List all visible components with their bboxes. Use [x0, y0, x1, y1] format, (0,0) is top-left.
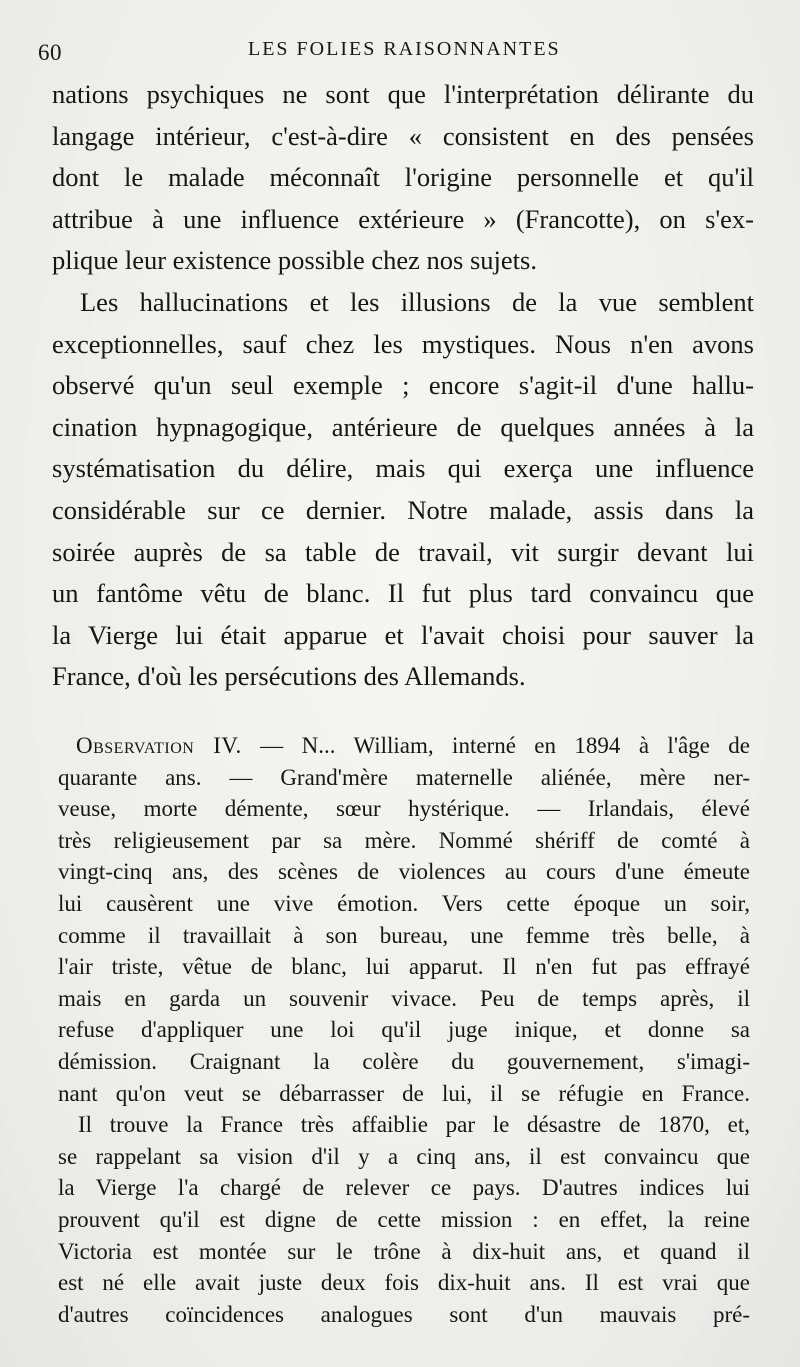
text-line: Victoria est montée sur le trône à dix-huit ans, et quand il — [58, 1238, 750, 1264]
text-line: refuse d'appliquer une loi qu'il juge inique, et donne sa — [58, 1017, 750, 1043]
main-paragraphs — [52, 74, 754, 698]
observation-first-line-text: — N... William, interné en 1894 à l'âge de — [241, 733, 750, 758]
text-line: Les hallucinations et les illusions de la vue semblent — [80, 286, 754, 317]
text-line: démission. Craignant la colère du gouvernement, s'imagi- — [58, 1048, 750, 1074]
text-line: exceptionnelles, sauf chez les mystiques. Nous n'en avons — [52, 328, 754, 359]
text-line: mais en garda un souvenir vivace. Peu de temps après, il — [58, 985, 750, 1011]
text-line: cination hypnagogique, antérieure de quelques années à la — [52, 411, 754, 442]
text-line: Il trouve la France très affaiblie par le désastre de 1870, et, — [78, 1112, 750, 1138]
text-line: d'autres coïncidences analogues sont d'un mauvais pré- — [58, 1301, 750, 1327]
text-line: un fantôme vêtu de blanc. Il fut plus tard convaincu que — [52, 578, 754, 609]
text-line: attribue à une influence extérieure » (Francotte), on s'ex- — [52, 203, 754, 234]
running-head: LES FOLIES RAISONNANTES — [248, 38, 561, 60]
text-line: se rappelant sa vision d'il y a cinq ans, il est convaincu que — [58, 1143, 750, 1169]
page-number: 60 — [38, 40, 62, 65]
text-line: prouvent qu'il est digne de cette mission : en effet, la reine — [58, 1206, 750, 1232]
observation-heading: Observation IV. — [76, 733, 242, 758]
text-line: soirée auprès de sa table de travail, vit surgir devant lui — [52, 536, 754, 567]
observation-first-line — [58, 730, 750, 762]
text-line: l'air triste, vêtue de blanc, lui apparut. Il n'en fut pas effrayé — [58, 954, 750, 980]
text-line: vingt-cinq ans, des scènes de violences au cours d'une émeute — [58, 859, 750, 885]
text-line: systématisation du délire, mais qui exerça une influence — [52, 453, 754, 484]
text-line: nations psychiques ne sont que l'interprétation délirante du — [52, 79, 754, 109]
text-line: nant qu'on veut se débarrasser de lui, il se réfugie en France. — [58, 1080, 750, 1106]
text-line: observé qu'un seul exemple ; encore s'agit-il d'une hallu- — [52, 370, 754, 401]
text-line: est né elle avait juste deux fois dix-huit ans. Il est vrai que — [58, 1270, 750, 1296]
text-line: veuse, morte démente, sœur hystérique. — Irlandais, élevé — [58, 796, 750, 822]
text-line: dont le malade méconnaît l'origine personnelle et qu'il — [52, 162, 754, 193]
text-line: la Vierge l'a chargé de relever ce pays. D'autres indices lui — [58, 1175, 750, 1201]
text-line: langage intérieur, c'est-à-dire « consistent en des pensées — [52, 120, 754, 151]
text-line: France, d'où les persécutions des Allemands. — [52, 661, 526, 692]
text-line: comme il travaillait à son bureau, une femme très belle, à — [58, 922, 750, 948]
text-line: lui causèrent une vive émotion. Vers cette époque un soir, — [58, 890, 750, 916]
text-line: considérable sur ce dernier. Notre malade, assis dans la — [52, 494, 754, 525]
observation-block — [58, 730, 750, 1330]
text-line: plique leur existence possible chez nos sujets. — [52, 245, 537, 276]
text-line: la Vierge lui était apparue et l'avait choisi pour sauver la — [52, 619, 754, 650]
page-header — [0, 38, 800, 78]
text-line: très religieusement par sa mère. Nommé shériff de comté à — [58, 827, 750, 853]
text-line: quarante ans. — Grand'mère maternelle aliénée, mère ner- — [58, 764, 750, 790]
